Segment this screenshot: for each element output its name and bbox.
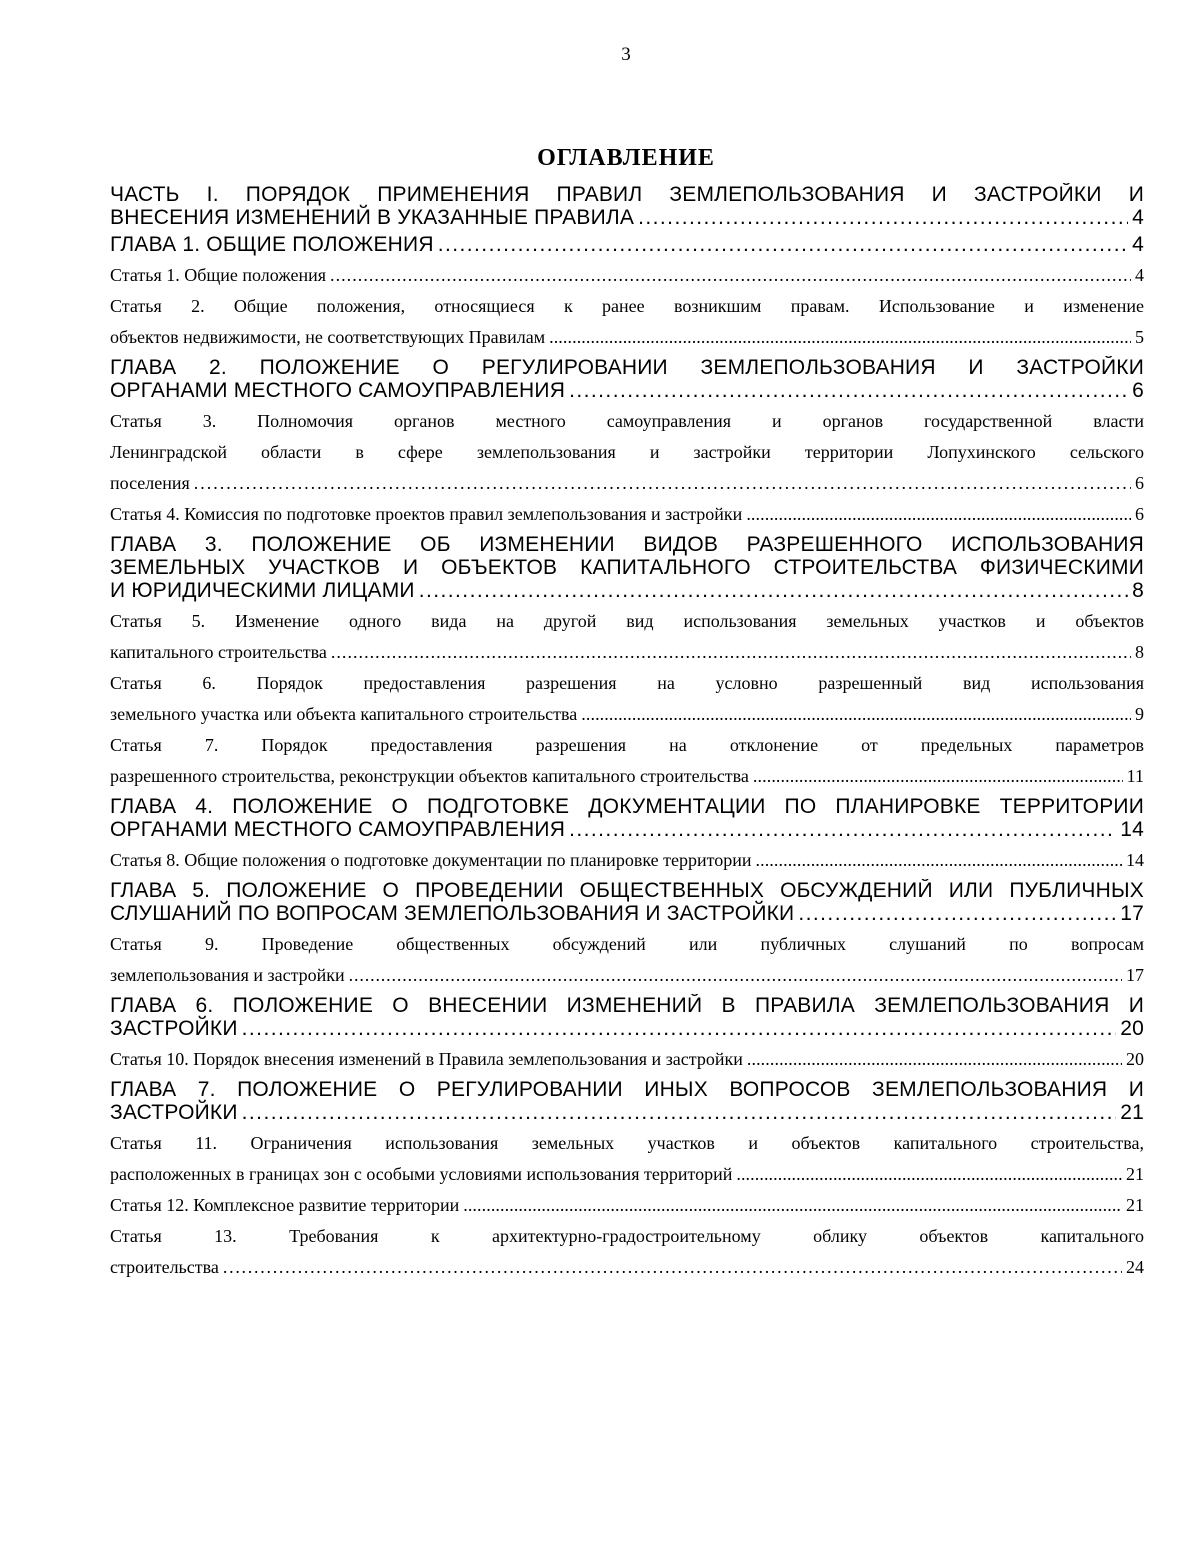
toc-page-number: 6 [1135, 473, 1144, 493]
toc-entry-text: ГЛАВА 1. ОБЩИЕ ПОЛОЖЕНИЯ [110, 233, 434, 256]
dot-leader [242, 1101, 1117, 1124]
toc-article-entry[interactable] [110, 1221, 1144, 1283]
toc-article-entry[interactable] [110, 1128, 1144, 1190]
toc-heading-entry[interactable] [110, 1078, 1144, 1124]
toc-entry-text: И ЮРИДИЧЕСКИМИ ЛИЦАМИ [110, 579, 415, 602]
toc-entry-line: Статья 9. Проведение общественных обсуждений или публичных слушаний по вопросам [110, 934, 1144, 954]
toc-entry-line: Статья 3. Полномочия органов местного самоуправления и органов государственной власти [110, 411, 1144, 431]
toc-page-number: 17 [1126, 965, 1144, 985]
toc-page-number: 6 [1135, 504, 1144, 524]
toc-entry-line: Статья 5. Изменение одного вида на другой вид использования земельных участков и объектов [110, 611, 1144, 631]
dot-leader [463, 1190, 1122, 1221]
toc-page-number: 5 [1135, 327, 1144, 347]
toc-entry-line: ГЛАВА 7. ПОЛОЖЕНИЕ О РЕГУЛИРОВАНИИ ИНЫХ ВОПРОСОВ ЗЕМЛЕПОЛЬЗОВАНИЯ И [110, 1078, 1144, 1101]
dot-leader [194, 468, 1131, 499]
dot-leader [349, 960, 1122, 991]
toc-entry-line: Статья 11. Ограничения использования земельных участков и объектов капитального строительства, [110, 1133, 1144, 1153]
toc-entry-text: ЗАСТРОЙКИ [110, 1017, 238, 1040]
toc-heading-entry[interactable] [110, 795, 1144, 841]
toc-article-entry[interactable] [110, 1044, 1144, 1075]
toc-entry-line: ГЛАВА 3. ПОЛОЖЕНИЕ ОБ ИЗМЕНЕНИИ ВИДОВ РАЗРЕШЕННОГО ИСПОЛЬЗОВАНИЯ [110, 533, 1144, 556]
toc-page-number: 21 [1120, 1101, 1144, 1124]
toc-entry-text: земельного участка или объекта капитального строительства [110, 704, 578, 724]
toc-page-number: 4 [1135, 265, 1144, 285]
toc-entry-text: ЗАСТРОЙКИ [110, 1101, 238, 1124]
toc-page-number: 21 [1126, 1195, 1144, 1215]
toc-page-number: 24 [1126, 1257, 1144, 1277]
toc-entry-text: ВНЕСЕНИЯ ИЗМЕНЕНИЙ В УКАЗАННЫЕ ПРАВИЛА [110, 206, 635, 229]
toc-entry-text: расположенных в границах зон с особыми условиями использования территорий [110, 1164, 733, 1184]
dot-leader [798, 902, 1116, 925]
toc-entry-text: Статья 12. Комплексное развитие территории [110, 1195, 460, 1215]
toc-page-number: 8 [1135, 642, 1144, 662]
dot-leader [753, 761, 1123, 792]
table-of-contents [110, 183, 1144, 1283]
toc-entry-text: Статья 10. Порядок внесения изменений в Правила землепользования и застройки [110, 1049, 743, 1069]
toc-page-number: 17 [1120, 902, 1144, 925]
toc-entry-text: объектов недвижимости, не соответствующих Правилам [110, 327, 546, 347]
toc-page-number: 4 [1132, 206, 1144, 229]
toc-article-entry[interactable] [110, 291, 1144, 353]
toc-entry-text: СЛУШАНИЙ ПО ВОПРОСАМ ЗЕМЛЕПОЛЬЗОВАНИЯ И ЗАСТРОЙКИ [110, 902, 795, 925]
toc-entry-text: ОРГАНАМИ МЕСТНОГО САМОУПРАВЛЕНИЯ [110, 818, 566, 841]
toc-heading-entry[interactable] [110, 183, 1144, 229]
dot-leader [569, 818, 1116, 841]
toc-entry-text: разрешенного строительства, реконструкции объектов капитального строительства [110, 766, 749, 786]
toc-page-number: 6 [1132, 379, 1144, 402]
toc-entry-text: капитального строительства [110, 642, 327, 662]
toc-entry-text: поселения [110, 473, 190, 493]
toc-page-number: 21 [1126, 1164, 1144, 1184]
dot-leader [638, 206, 1128, 229]
toc-entry-text: Статья 4. Комиссия по подготовке проектов правил землепользования и застройки [110, 504, 743, 524]
page-number: 3 [621, 44, 631, 65]
dot-leader [747, 1044, 1122, 1075]
toc-heading-entry[interactable] [110, 994, 1144, 1040]
toc-entry-line: Статья 13. Требования к архитектурно-градостроительному облику объектов капитального [110, 1226, 1144, 1246]
toc-page-number: 4 [1132, 233, 1144, 256]
toc-entry-text: ОРГАНАМИ МЕСТНОГО САМОУПРАВЛЕНИЯ [110, 379, 566, 402]
toc-page-number: 20 [1126, 1049, 1144, 1069]
dot-leader [549, 322, 1131, 353]
toc-entry-line: ГЛАВА 5. ПОЛОЖЕНИЕ О ПРОВЕДЕНИИ ОБЩЕСТВЕННЫХ ОБСУЖДЕНИЙ ИЛИ ПУБЛИЧНЫХ [110, 879, 1144, 902]
dot-leader [756, 845, 1123, 876]
toc-page-number: 9 [1135, 704, 1144, 724]
toc-entry-line: Статья 2. Общие положения, относящиеся к ранее возникшим правам. Использование и изменение [110, 296, 1144, 316]
toc-article-entry[interactable] [110, 406, 1144, 499]
toc-entry-line: ЗЕМЕЛЬНЫХ УЧАСТКОВ И ОБЪЕКТОВ КАПИТАЛЬНОГО СТРОИТЕЛЬСТВА ФИЗИЧЕСКИМИ [110, 556, 1144, 579]
toc-page-number: 8 [1132, 579, 1144, 602]
dot-leader [331, 637, 1131, 668]
toc-heading-entry[interactable] [110, 879, 1144, 925]
toc-title: ОГЛАВЛЕНИЕ [537, 145, 715, 171]
toc-article-entry[interactable] [110, 260, 1144, 291]
toc-entry-line: Статья 7. Порядок предоставления разрешения на отклонение от предельных параметров [110, 735, 1144, 755]
toc-entry-line: ГЛАВА 2. ПОЛОЖЕНИЕ О РЕГУЛИРОВАНИИ ЗЕМЛЕПОЛЬЗОВАНИЯ И ЗАСТРОЙКИ [110, 356, 1144, 379]
dot-leader [223, 1252, 1122, 1283]
toc-entry-line: Статья 6. Порядок предоставления разрешения на условно разрешенный вид использования [110, 673, 1144, 693]
toc-entry-text: землепользования и застройки [110, 965, 345, 985]
toc-heading-entry[interactable] [110, 233, 1144, 256]
toc-article-entry[interactable] [110, 845, 1144, 876]
dot-leader [242, 1017, 1117, 1040]
dot-leader [419, 579, 1128, 602]
toc-entry-text: Статья 1. Общие положения [110, 265, 327, 285]
dot-leader [569, 379, 1128, 402]
toc-article-entry[interactable] [110, 668, 1144, 730]
toc-article-entry[interactable] [110, 730, 1144, 792]
toc-page-number: 14 [1120, 818, 1144, 841]
dot-leader [581, 699, 1131, 730]
toc-article-entry[interactable] [110, 499, 1144, 530]
toc-article-entry[interactable] [110, 606, 1144, 668]
toc-page-number: 20 [1120, 1017, 1144, 1040]
dot-leader [330, 260, 1131, 291]
toc-entry-text: строительства [110, 1257, 219, 1277]
toc-article-entry[interactable] [110, 929, 1144, 991]
toc-entry-text: Статья 8. Общие положения о подготовке документации по планировке территории [110, 850, 752, 870]
toc-page-number: 11 [1126, 766, 1144, 786]
toc-article-entry[interactable] [110, 1190, 1144, 1221]
toc-entry-line: ГЛАВА 4. ПОЛОЖЕНИЕ О ПОДГОТОВКЕ ДОКУМЕНТАЦИИ ПО ПЛАНИРОВКЕ ТЕРРИТОРИИ [110, 795, 1144, 818]
toc-entry-line: Ленинградской области в сфере землепользования и застройки территории Лопухинского сельского [110, 442, 1144, 462]
dot-leader [438, 233, 1128, 256]
toc-heading-entry[interactable] [110, 533, 1144, 602]
dot-leader [736, 1159, 1122, 1190]
toc-entry-line: ЧАСТЬ I. ПОРЯДОК ПРИМЕНЕНИЯ ПРАВИЛ ЗЕМЛЕПОЛЬЗОВАНИЯ И ЗАСТРОЙКИ И [110, 183, 1144, 206]
toc-page-number: 14 [1126, 850, 1144, 870]
toc-entry-line: ГЛАВА 6. ПОЛОЖЕНИЕ О ВНЕСЕНИИ ИЗМЕНЕНИЙ В ПРАВИЛА ЗЕМЛЕПОЛЬЗОВАНИЯ И [110, 994, 1144, 1017]
toc-heading-entry[interactable] [110, 356, 1144, 402]
dot-leader [746, 499, 1131, 530]
